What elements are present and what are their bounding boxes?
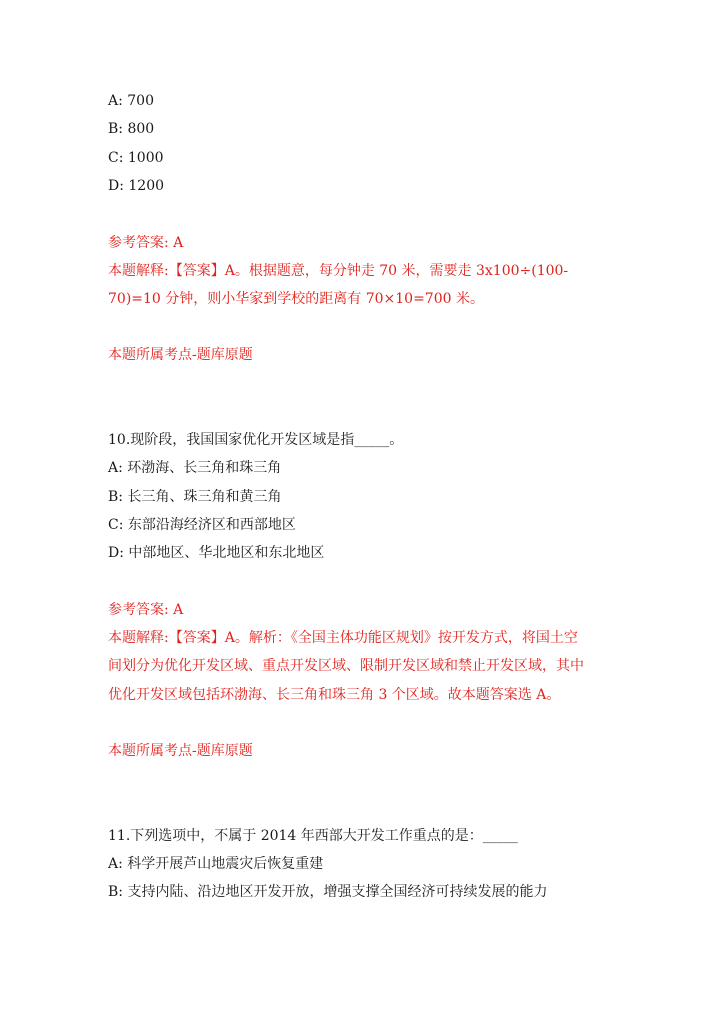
q9-answer: 参考答案: A — [108, 235, 184, 251]
q9-explanation-line-2: 70)=10 分钟，则小华家到学校的距离有 70×10=700 米。 — [108, 291, 484, 307]
q9-source: 本题所属考点-题库原题 — [108, 347, 253, 363]
q10-option-b: B: 长三角、珠三角和黄三角 — [108, 489, 282, 505]
q9-option-a: A: 700 — [108, 93, 154, 109]
q10-explanation-line-3: 优化开发区域包括环渤海、长三角和珠三角 3 个区域。故本题答案选 A。 — [108, 687, 561, 703]
q11-option-b: B: 支持内陆、沿边地区开发开放，增强支撑全国经济可持续发展的能力 — [108, 884, 548, 900]
q9-explanation-line-1: 本题解释:【答案】A。根据题意，每分钟走 70 米，需要走 3x100÷(100- — [108, 263, 569, 279]
q10-option-d: D: 中部地区、华北地区和东北地区 — [108, 545, 325, 561]
q11-option-a: A: 科学开展芦山地震灾后恢复重建 — [108, 856, 324, 872]
q10-answer: 参考答案: A — [108, 602, 184, 618]
q9-option-c: C: 1000 — [108, 150, 164, 166]
q10-option-c: C: 东部沿海经济区和西部地区 — [108, 517, 296, 533]
q10-source: 本题所属考点-题库原题 — [108, 743, 253, 759]
q10-explanation-line-2: 间划分为优化开发区域、重点开发区域、限制开发区域和禁止开发区域，其中 — [108, 658, 584, 674]
q10-option-a: A: 环渤海、长三角和珠三角 — [108, 460, 282, 476]
q10-explanation-line-1: 本题解释:【答案】A。解析：《全国主体功能区规划》按开发方式，将国土空 — [108, 630, 578, 646]
q9-option-b: B: 800 — [108, 121, 155, 137]
q11-question: 11.下列选项中，不属于 2014 年西部大开发工作重点的是：_____ — [108, 828, 518, 844]
q9-option-d: D: 1200 — [108, 178, 165, 194]
q10-question: 10.现阶段，我国国家优化开发区域是指_____。 — [108, 432, 404, 448]
